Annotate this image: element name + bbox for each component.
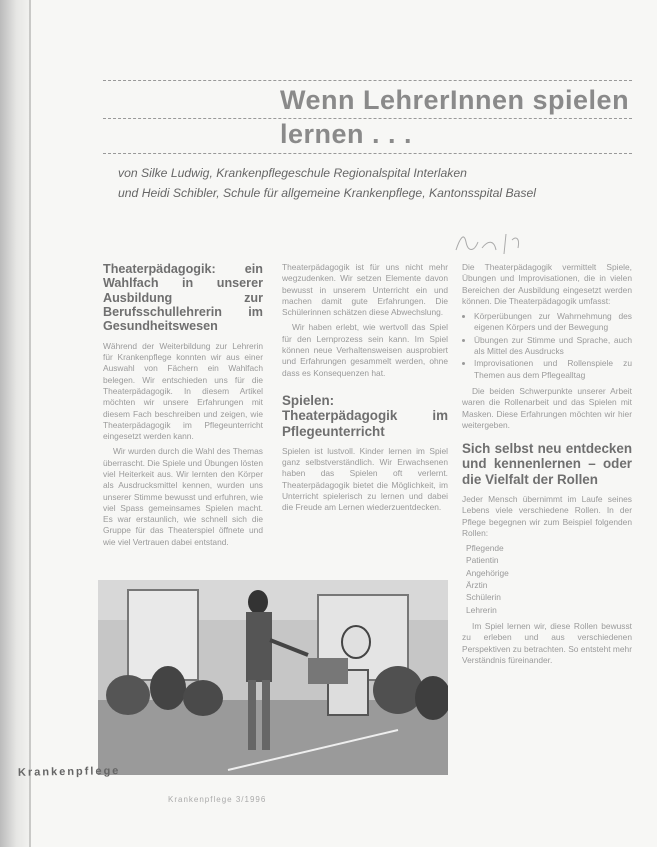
column-3 xyxy=(462,262,632,670)
spine-edge xyxy=(29,0,31,847)
paragraph: Wir haben erlebt, wie wertvoll das Spiel für den Lernprozess sein kann. Im Spiel können neue Verhaltensweisen ausprobiert und Erfahrungen gesammelt werden, ohne dass es Konsequenzen hat. xyxy=(282,322,448,378)
paragraph: Die Theaterpädagogik vermittelt Spiele, Übungen und Improvisationen, die in vielen Bereichen der Ausbildung eingesetzt werden können. Die Theaterpädagogik umfasst: xyxy=(462,262,632,306)
spine-label: Krankenpflege xyxy=(17,765,121,779)
column-2 xyxy=(282,262,448,518)
paragraph: Jeder Mensch übernimmt im Laufe seines Lebens viele verschiedene Rollen. In der Pflege begegnen wir zum Beispiel folgenden Rollen: xyxy=(462,494,632,538)
title-rule-bottom xyxy=(103,153,632,154)
header-rule xyxy=(103,80,632,81)
section-heading: Spielen: Theaterpädagogik im Pflegeunterricht xyxy=(282,392,448,439)
list-item: • Improvisationen und Rollenspiele zu Themen aus dem Pflegealltag xyxy=(474,358,632,381)
theatre-photo xyxy=(98,580,448,775)
list-item: Schülerin xyxy=(466,592,501,603)
list-item: Pflegende xyxy=(466,543,504,554)
book-spine xyxy=(0,0,30,847)
article-title-line2: lernen . . . xyxy=(280,119,413,149)
bullet-list xyxy=(462,311,632,381)
list-item: Patientin xyxy=(466,555,499,566)
role-list xyxy=(462,543,632,616)
list-item: • Körperübungen zur Wahrnehmung des eigenen Körpers und der Bewegung xyxy=(474,311,632,334)
paragraph: Theaterpädagogik ist für uns nicht mehr wegzudenken. Wir setzen Elemente davon bewusst in unserem Unterricht ein und machen damit gute Erfahrungen. Die Schülerinnen schätzen diese Abwechslung. xyxy=(282,262,448,318)
paragraph: Im Spiel lernen wir, diese Rollen bewusst zu erleben und aus verschiedenen Perspektiven zu betrachten. So entsteht mehr Verständnis füreinander. xyxy=(462,620,632,665)
list-item: Ärztin xyxy=(466,580,488,591)
photo-image xyxy=(98,580,448,775)
section-heading: Sich selbst neu entdecken und kennenlernen – oder die Vielfalt der Rollen xyxy=(462,441,632,487)
handwritten-mark xyxy=(452,228,532,258)
section-heading: Theaterpädagogik: ein Wahlfach in unserer Ausbildung zur Berufsschullehrerin im Gesundheitswesen xyxy=(103,262,263,334)
author-line: und Heidi Schibler, Schule für allgemeine Krankenpflege, Kantonsspital Basel xyxy=(118,186,537,200)
paragraph: Wir wurden durch die Wahl des Themas überrascht. Die Spiele und Übungen lösten viel Heiterkeit aus. Wir lernten den Körper als Ausdrucksmittel kennen, wurden uns unserer Stimme bewusst und erfuhren, wie viel Spass gemeinsames Spielen macht. Es war erstaunlich, wie schnell sich die Gruppe für das Theaterspiel öffnete und wie viel Vertrauen dabei entstand. xyxy=(103,446,263,547)
list-item: Angehörige xyxy=(466,567,509,578)
paragraph: Die beiden Schwerpunkte unserer Arbeit waren die Rollenarbeit und das Spielen mit Masken. Diese Erfahrungen möchten wir hier weitergeben. xyxy=(462,385,632,430)
article-title: Wenn LehrerInnen spielen xyxy=(280,85,630,115)
paragraph: Während der Weiterbildung zur Lehrerin für Krankenpflege konnten wir aus einer Auswahl von Fächern ein Wahlfach belegen. Wir entschieden uns für die Theaterpädagogik. In diesem Artikel möchten wir unsere Erfahrungen mit diesem Fach beschreiben und zeigen, wie Theaterpädagogik im Pflegeunterricht eingesetzt werden kann. xyxy=(103,340,263,442)
column-1 xyxy=(103,262,263,552)
paragraph: Spielen ist lustvoll. Kinder lernen im Spiel ganz selbstverständlich. Wir Erwachsenen haben das Spielen oft verlernt. Theaterpädagogik bietet die Möglichkeit, im Unterricht spielerisch zu lernen und dabei die Freude am Lernen wiederzuentdecken. xyxy=(282,445,448,513)
list-item: • Übungen zur Stimme und Sprache, auch als Mittel des Ausdrucks xyxy=(474,335,632,358)
list-item: Lehrerin xyxy=(466,604,497,615)
author-line: von Silke Ludwig, Krankenpflegeschule Regionalspital Interlaken xyxy=(118,166,467,180)
page-footer: Krankenpflege 3/1996 xyxy=(168,795,267,804)
